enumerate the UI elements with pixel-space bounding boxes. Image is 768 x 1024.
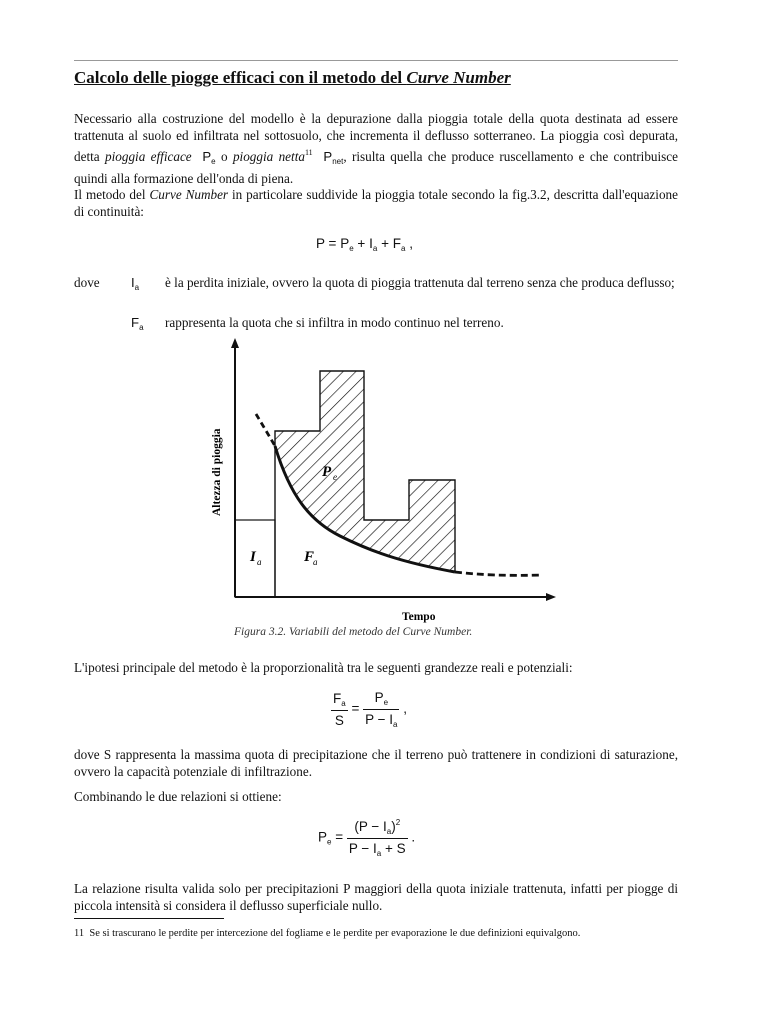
eq3-equals: =	[335, 829, 344, 845]
p2-text-1: Il metodo del	[74, 187, 150, 202]
eq1-lhs: P	[316, 236, 325, 251]
definition-ia-text: è la perdita iniziale, ovvero la quota di pioggia trattenuta dal terreno senza che produca deflusso;	[165, 275, 675, 290]
eq1-term-fa: F	[392, 236, 401, 251]
title-text: Calcolo delle piogge efficaci con il metodo del	[74, 68, 407, 87]
eq3-num-a: (P − I	[354, 819, 387, 834]
svg-text:P: P	[322, 464, 332, 480]
ia-symbol: I	[131, 275, 135, 290]
label-ia	[249, 549, 262, 567]
definitions-dove: dove	[74, 275, 100, 290]
eq2-den-right-sub: a	[393, 720, 398, 729]
footnote	[74, 926, 678, 941]
y-axis-label: Altezza di pioggia	[211, 428, 223, 516]
eq1-term-ia: I	[369, 236, 373, 251]
equation-continuity	[316, 236, 413, 253]
ia-symbol-sub: a	[134, 283, 140, 292]
p1-symbol-pe-sub: e	[211, 157, 216, 166]
eq3-num-sub: a	[386, 827, 392, 836]
svg-text:a: a	[257, 557, 262, 567]
p1-text-3: , risulta quella che produce ruscellamento e che contribuisce quindi alla formazione dell'onda di piena.	[74, 149, 679, 186]
p1-italic-pioggia-netta: pioggia netta	[232, 149, 305, 164]
paragraph-combining: Combinando le due relazioni si ottiene:	[74, 789, 282, 804]
eq1-term-fa-sub: a	[400, 244, 406, 253]
eq1-plus-2: +	[381, 236, 389, 251]
eq1-term-pe-sub: e	[349, 244, 354, 253]
eq2-num-left-sub: a	[341, 699, 346, 708]
equation-proportionality	[331, 690, 407, 729]
label-fa	[303, 549, 318, 567]
figure-3-2	[200, 336, 560, 626]
p1-italic-pioggia-efficace: pioggia efficace	[105, 149, 192, 164]
eq2-comma: ,	[403, 701, 408, 717]
eq2-fraction-left	[331, 691, 348, 728]
eq2-num-left: F	[333, 691, 342, 706]
infiltration-curve-dashed-right	[455, 572, 542, 575]
fa-symbol-sub: a	[139, 323, 144, 332]
p1-text-2: o	[215, 149, 233, 164]
eq3-den-a: P − I	[348, 841, 377, 856]
eq2-equals: =	[351, 701, 360, 717]
eq1-term-ia-sub: a	[372, 244, 378, 253]
y-axis-arrow	[231, 338, 239, 348]
eq1-plus-1: +	[357, 236, 366, 251]
eq3-lhs-sub: e	[327, 837, 332, 847]
paragraph-hypothesis: L'ipotesi principale del metodo è la proporzionalità tra le seguenti grandezze reali e potenziali:	[74, 660, 573, 675]
svg-text:F: F	[304, 549, 315, 565]
eq1-equals: =	[328, 236, 337, 251]
paragraph-validity: La relazione risulta valida solo per precipitazioni P maggiori della quota iniziale trattenuta, infatti per piogge di piccola intensità si considera il deflusso superficiale nullo.	[74, 881, 678, 913]
eq3-num-sup: 2	[395, 818, 401, 827]
definition-fa-symbol	[131, 314, 144, 336]
eq3-lhs: P	[318, 829, 328, 845]
eq2-den-right: P − I	[365, 712, 394, 727]
eq3-den-b: + S	[381, 841, 406, 856]
footnote-text: Se si trascurano le perdite per intercezione del fogliame e le perdite per evaporazione le due definizioni equivalgono.	[89, 928, 581, 939]
eq3-den-sub: a	[376, 849, 382, 858]
p2-italic: Curve Number	[149, 187, 229, 202]
paragraph-curve-number	[74, 186, 678, 220]
p2-text-2: in particolare suddivide la pioggia totale secondo la fig.3.2, descritta dall'equazione di continuità:	[74, 187, 678, 219]
eq2-den-left: S	[334, 713, 344, 728]
eq3-fraction	[347, 818, 408, 858]
footnote-rule	[74, 918, 224, 919]
footnote-number: 11	[74, 928, 85, 939]
p1-symbol-pe: P	[202, 149, 212, 164]
eq1-comma: ,	[409, 236, 413, 251]
title-italic: Curve Number	[406, 68, 511, 87]
p1-symbol-pnet-sub: net	[332, 157, 344, 166]
section-title	[74, 68, 511, 88]
pe-hatched-region	[275, 336, 455, 572]
svg-text:e: e	[333, 472, 337, 482]
equation-pe	[318, 818, 415, 858]
svg-text:a: a	[313, 557, 318, 567]
top-rule	[74, 60, 678, 61]
eq2-num-right-sub: e	[383, 698, 389, 707]
p1-symbol-pnet: P	[323, 149, 333, 164]
paragraph-s-definition: dove S rappresenta la massima quota di precipitazione che il terreno può trattenere in condizioni di saturazione, ovvero la capacità potenziale di infiltrazione.	[74, 747, 678, 779]
footnote-marker[interactable]: 11	[304, 148, 313, 157]
definition-fa-text: rappresenta la quota che si infiltra in modo continuo nel terreno.	[165, 315, 504, 330]
p1-text-1: Necessario alla costruzione del modello è la depurazione dalla pioggia totale della quota destinata ad essere trattenuta al suolo ed infiltrata nel sottosuolo, che incrementa il deflusso sotterraneo. La pioggia così depurata, detta	[74, 111, 678, 164]
eq3-num-b: )	[391, 819, 396, 834]
eq2-num-right: P	[374, 690, 384, 705]
x-axis-arrow	[546, 593, 556, 601]
svg-text:I: I	[250, 549, 256, 565]
eq3-period: .	[411, 829, 416, 845]
figure-caption: Figura 3.2. Variabili del metodo del Curve Number.	[234, 626, 473, 638]
x-axis-label: Tempo	[402, 611, 436, 623]
paragraph-intro	[74, 110, 678, 187]
eq2-fraction-right	[363, 690, 399, 729]
definition-ia-symbol	[131, 274, 139, 296]
fa-symbol: F	[131, 315, 140, 330]
infiltration-curve-dashed-left	[256, 414, 275, 446]
eq1-term-pe: P	[340, 236, 350, 251]
